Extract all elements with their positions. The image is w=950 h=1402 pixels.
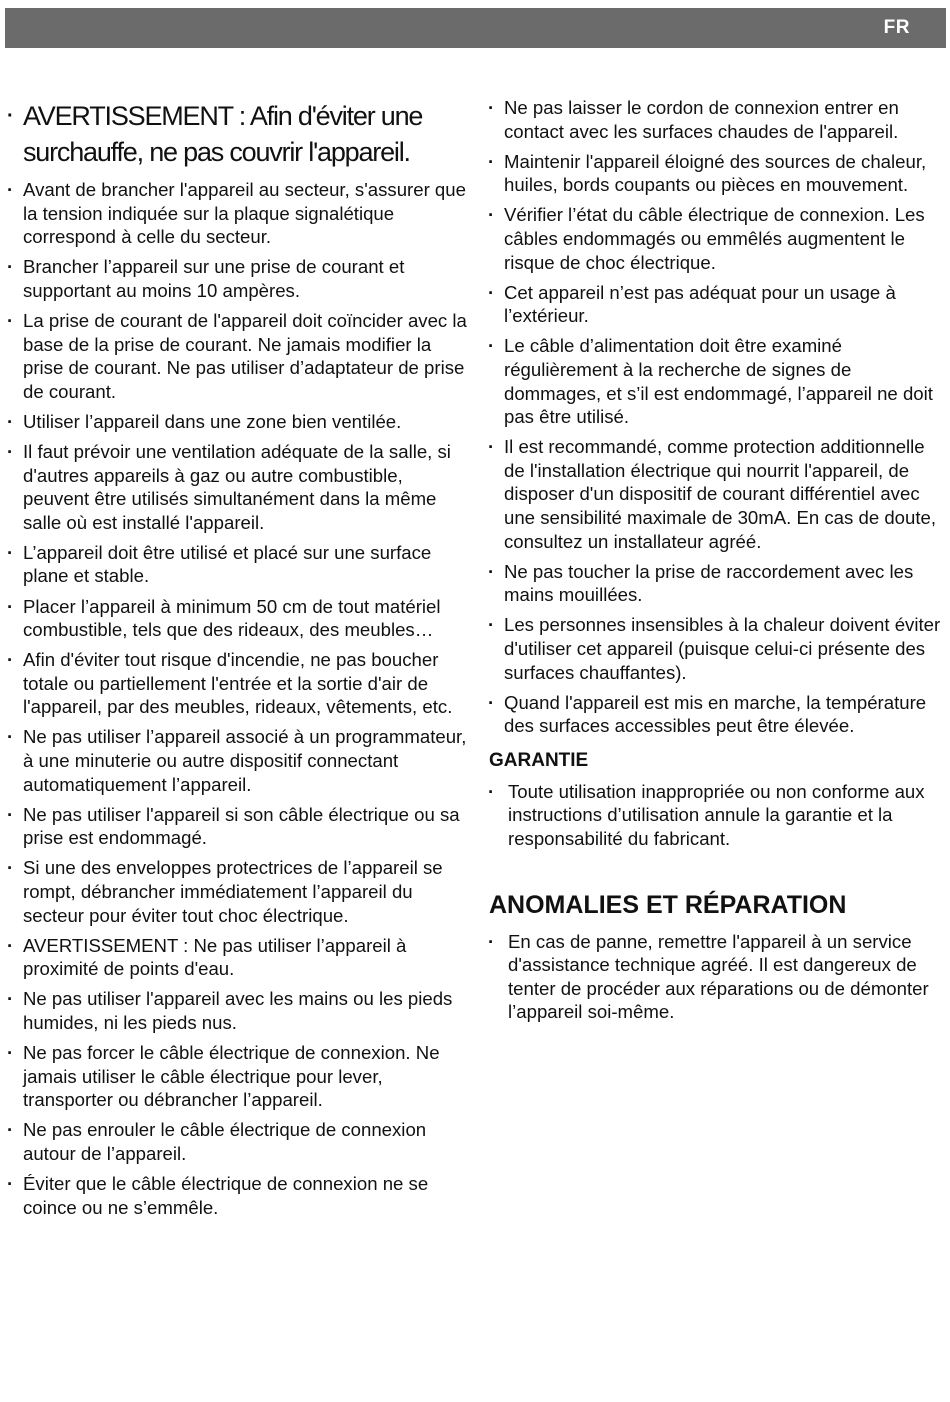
list-item: · Ne pas enrouler le câble électrique de connexion autour de l’appareil. (6, 1118, 468, 1165)
list-item: · Maintenir l'appareil éloigné des sources de chaleur, huiles, bords coupants ou pièces en mouvement. (487, 150, 945, 197)
list-item: · Brancher l’appareil sur une prise de courant et supportant au moins 10 ampères. (6, 255, 468, 302)
list-item: · Ne pas utiliser l'appareil avec les mains ou les pieds humides, ni les pieds nus. (6, 987, 468, 1034)
list-item: · Afin d'éviter tout risque d'incendie, ne pas boucher totale ou partiellement l'entrée et la sortie d'air de l'appareil, par des meubles, rideaux, vêtements, etc. (6, 648, 468, 719)
list-item: · Ne pas utiliser l'appareil si son câble électrique ou sa prise est endommagé. (6, 803, 468, 850)
safety-list-left (6, 178, 468, 1219)
list-item: · La prise de courant de l'appareil doit coïncider avec la base de la prise de courant. Ne jamais modifier la prise de courant. Ne pas utiliser d’adaptateur de prise de courant. (6, 309, 468, 403)
guarantee-title: GARANTIE (489, 749, 589, 771)
right-column (487, 96, 945, 1031)
header-bar (5, 8, 946, 48)
list-item: · Avant de brancher l'appareil au secteur, s'assurer que la tension indiquée sur la plaque signalétique correspond à celle du secteur. (6, 178, 468, 249)
language-label: FR (883, 17, 910, 38)
list-item: · Éviter que le câble électrique de connexion ne se coince ou ne s’emmêle. (6, 1172, 468, 1219)
list-item: · Ne pas utiliser l’appareil associé à un programmateur, à une minuterie ou autre dispositif connectant automatiquement l’appareil. (6, 725, 468, 796)
list-item: · Ne pas forcer le câble électrique de connexion. Ne jamais utiliser le câble électrique pour lever, transporter ou débrancher l’appareil. (6, 1041, 468, 1112)
list-item: · En cas de panne, remettre l'appareil à un service d'assistance technique agréé. Il est dangereux de tenter de procéder aux réparations ou de démonter l’appareil soi-même. (487, 930, 945, 1024)
anomalies-list (487, 930, 945, 1024)
list-item: · Placer l’appareil à minimum 50 cm de tout matériel combustible, tels que des rideaux, des meubles… (6, 595, 468, 642)
list-item: · Ne pas laisser le cordon de connexion entrer en contact avec les surfaces chaudes de l'appareil. (487, 96, 945, 143)
list-item: · Cet appareil n’est pas adéquat pour un usage à l’extérieur. (487, 281, 945, 328)
list-item: · Il faut prévoir une ventilation adéquate de la salle, si d'autres appareils à gaz ou autre combustible, peuvent être utilisés simultanément dans la même salle où est installé l'appareil. (6, 440, 468, 534)
warning-heading: · AVERTISSEMENT : Afin d'éviter une surchauffe, ne pas couvrir l'appareil. (6, 98, 468, 170)
list-item: · Utiliser l’appareil dans une zone bien ventilée. (6, 410, 468, 434)
guarantee-list (487, 780, 945, 851)
list-item: · Vérifier l’état du câble électrique de connexion. Les câbles endommagés ou emmêlés augmentent le risque de choc électrique. (487, 203, 945, 274)
safety-list-right (487, 96, 945, 738)
list-item: · L’appareil doit être utilisé et placé sur une surface plane et stable. (6, 541, 468, 588)
list-item: · Si une des enveloppes protectrices de l’appareil se rompt, débrancher immédiatement l’appareil du secteur pour éviter tout choc électrique. (6, 856, 468, 927)
list-item: · Les personnes insensibles à la chaleur doivent éviter d'utiliser cet appareil (puisque celui-ci présente des surfaces chauffantes). (487, 613, 945, 684)
anomalies-title: ANOMALIES ET RÉPARATION (489, 890, 847, 919)
list-item: · AVERTISSEMENT : Ne pas utiliser l’appareil à proximité de points d'eau. (6, 934, 468, 981)
list-item: · Le câble d’alimentation doit être examiné régulièrement à la recherche de signes de dommages, et s’il est endommagé, l’appareil ne doit pas être utilisé. (487, 334, 945, 428)
list-item: · Toute utilisation inappropriée ou non conforme aux instructions d’utilisation annule la garantie et la responsabilité du fabricant. (487, 780, 945, 851)
left-column (6, 96, 468, 1226)
list-item: · Quand l'appareil est mis en marche, la température des surfaces accessibles peut être élevée. (487, 691, 945, 738)
list-item: · Ne pas toucher la prise de raccordement avec les mains mouillées. (487, 560, 945, 607)
list-item: · Il est recommandé, comme protection additionnelle de l'installation électrique qui nourrit l'appareil, de disposer d'un dispositif de courant différentiel avec une sensibilité maximale de 30mA. En cas de doute, consultez un installateur agréé. (487, 435, 945, 553)
